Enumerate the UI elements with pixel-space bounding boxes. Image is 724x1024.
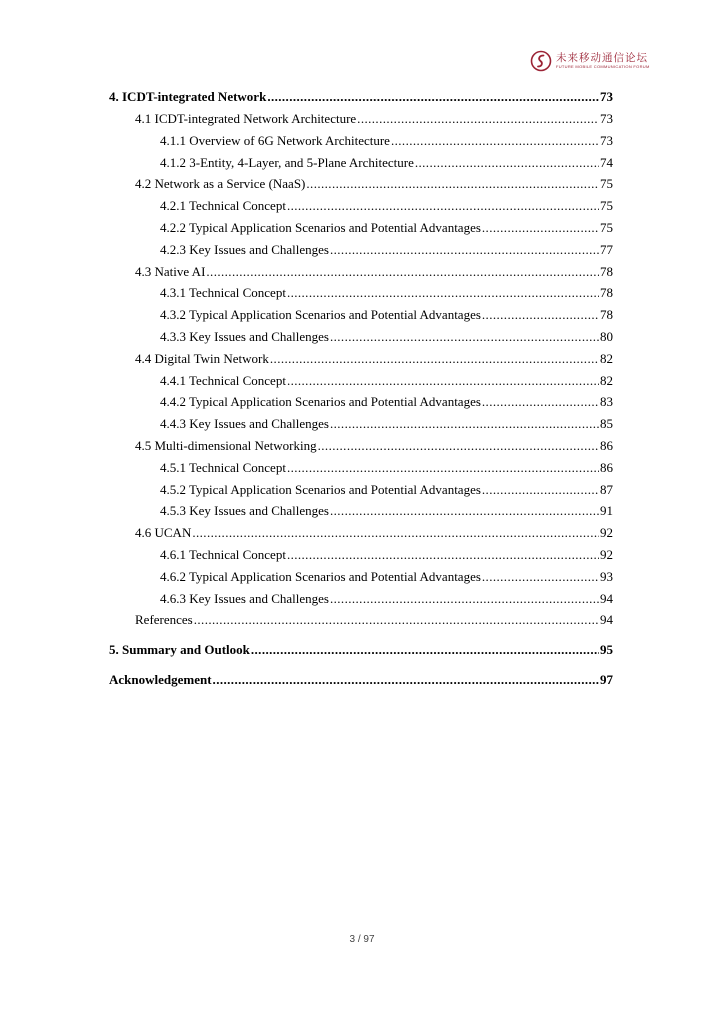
- toc-entry-label: 4.3.2 Typical Application Scenarios and Potential Advantages: [160, 307, 481, 323]
- page-number: 3 / 97: [349, 934, 375, 945]
- forum-logo: [530, 50, 650, 72]
- toc-entry-label: 4.5 Multi-dimensional Networking: [135, 438, 317, 453]
- forum-logo-english-name: FUTURE MOBILE COMMUNICATION FORUM: [556, 64, 650, 70]
- toc-entry-label: 4.1.1 Overview of 6G Network Architecture: [160, 132, 390, 148]
- toc-entry-label: 4.2.1 Technical Concept: [160, 198, 286, 214]
- toc-dot-leader: [306, 175, 599, 193]
- toc-dot-leader: [194, 611, 599, 629]
- toc-dot-leader: [287, 372, 599, 390]
- toc-entry-label: 4. ICDT-integrated Network: [109, 89, 267, 104]
- toc-entry-page: 75: [600, 176, 613, 192]
- toc-dot-leader: [330, 328, 599, 346]
- toc-entry[interactable]: [160, 197, 613, 215]
- toc-entry[interactable]: [135, 437, 613, 455]
- toc-entry[interactable]: [109, 88, 613, 106]
- toc-dot-leader: [287, 284, 599, 302]
- toc-entry[interactable]: [160, 459, 613, 477]
- forum-logo-chinese-name: 未来移动通信论坛: [556, 51, 648, 64]
- toc-dot-leader: [357, 110, 599, 128]
- toc-entry-page: 85: [600, 416, 613, 432]
- toc-dot-leader: [415, 154, 599, 172]
- toc-entry-label: 4.5.1 Technical Concept: [160, 459, 286, 475]
- toc-entry-page: 82: [600, 372, 613, 388]
- toc-entry-label: 4.3.3 Key Issues and Challenges: [160, 329, 329, 344]
- toc-entry[interactable]: [160, 284, 613, 302]
- toc-dot-leader: [287, 197, 599, 215]
- toc-dot-leader: [482, 219, 599, 237]
- toc-entry[interactable]: [160, 132, 613, 150]
- toc-entry-label: 4.4 Digital Twin Network: [135, 350, 269, 366]
- toc-entry-page: 94: [600, 612, 613, 628]
- toc-entry-page: 75: [600, 220, 613, 235]
- toc-entry[interactable]: [160, 415, 613, 433]
- toc-entry[interactable]: [160, 590, 613, 608]
- forum-logo-icon: [530, 50, 552, 72]
- toc-entry-page: 73: [600, 111, 613, 126]
- toc-entry-label: Acknowledgement: [109, 672, 212, 688]
- toc-entry[interactable]: [160, 219, 613, 237]
- toc-entry[interactable]: [135, 350, 613, 368]
- toc-entry-page: 78: [600, 263, 613, 279]
- toc-entry[interactable]: [160, 546, 613, 564]
- toc-dot-leader: [267, 88, 599, 106]
- toc-entry-page: 94: [600, 590, 613, 606]
- toc-dot-leader: [330, 502, 599, 520]
- toc-entry-label: 4.6.3 Key Issues and Challenges: [160, 590, 329, 606]
- toc-dot-leader: [287, 546, 599, 564]
- toc-entry[interactable]: [135, 110, 613, 128]
- toc-entry-page: 92: [600, 525, 613, 541]
- toc-dot-leader: [482, 568, 599, 586]
- toc-entry[interactable]: [160, 241, 613, 259]
- toc-entry-page: 92: [600, 547, 613, 562]
- toc-dot-leader: [318, 437, 599, 455]
- toc-entry-page: 97: [600, 672, 613, 688]
- toc-entry-label: 4.2 Network as a Service (NaaS): [135, 176, 306, 192]
- toc-entry-page: 77: [600, 241, 613, 257]
- toc-entry-label: 4.1.2 3-Entity, 4-Layer, and 5-Plane Architecture: [160, 154, 414, 170]
- toc-entry-label: 4.5.2 Typical Application Scenarios and Potential Advantages: [160, 481, 481, 497]
- forum-logo-text: [556, 53, 650, 70]
- toc-entry-label: 4.6.1 Technical Concept: [160, 547, 286, 562]
- toc-entry-page: 80: [600, 329, 613, 344]
- toc-entry[interactable]: [160, 502, 613, 520]
- toc-entry[interactable]: [160, 568, 613, 586]
- toc-dot-leader: [206, 263, 599, 281]
- toc-entry-label: 4.2.2 Typical Application Scenarios and Potential Advantages: [160, 220, 481, 235]
- toc-entry-page: 86: [600, 459, 613, 475]
- toc-dot-leader: [287, 459, 599, 477]
- toc-entry-label: 4.5.3 Key Issues and Challenges: [160, 503, 329, 519]
- toc-entry[interactable]: [135, 611, 613, 629]
- toc-dot-leader: [330, 590, 599, 608]
- toc-entry-label: 4.4.2 Typical Application Scenarios and Potential Advantages: [160, 394, 481, 410]
- toc-entry-label: 4.3.1 Technical Concept: [160, 285, 286, 301]
- toc-entry[interactable]: [135, 524, 613, 542]
- toc-entry[interactable]: [160, 328, 613, 346]
- toc-entry-page: 82: [600, 350, 613, 366]
- toc-entry-page: 78: [600, 307, 613, 323]
- toc-entry-label: 4.2.3 Key Issues and Challenges: [160, 241, 329, 257]
- toc-entry[interactable]: [160, 306, 613, 324]
- toc-entry[interactable]: [160, 372, 613, 390]
- toc-entry-page: 86: [600, 438, 613, 453]
- toc-entry-label: 4.3 Native AI: [135, 263, 206, 279]
- toc-dot-leader: [192, 524, 599, 542]
- toc-dot-leader: [482, 393, 599, 411]
- toc-entry-page: 73: [600, 132, 613, 148]
- toc-entry[interactable]: [160, 393, 613, 411]
- toc-dot-leader: [270, 350, 599, 368]
- toc-dot-leader: [213, 671, 599, 689]
- toc-entry[interactable]: [109, 671, 613, 689]
- toc-entry-page: 83: [600, 394, 613, 410]
- toc-entry-page: 74: [600, 154, 613, 170]
- toc-entry-page: 95: [600, 642, 613, 658]
- toc-entry[interactable]: [160, 481, 613, 499]
- toc-entry[interactable]: [135, 263, 613, 281]
- toc-entry-page: 73: [600, 89, 613, 104]
- toc-entry-page: 78: [600, 285, 613, 301]
- toc-entry-label: 4.1 ICDT-integrated Network Architecture: [135, 111, 357, 126]
- toc-entry-label: 4.4.3 Key Issues and Challenges: [160, 416, 329, 432]
- toc-dot-leader: [330, 415, 599, 433]
- toc-entry[interactable]: [160, 154, 613, 172]
- toc-entry-label: 5. Summary and Outlook: [109, 642, 250, 658]
- toc-dot-leader: [482, 481, 599, 499]
- toc-dot-leader: [482, 306, 599, 324]
- toc-entry-label: 4.6.2 Typical Application Scenarios and Potential Advantages: [160, 568, 481, 584]
- toc-entry-label: References: [135, 612, 193, 628]
- toc-entry-label: 4.4.1 Technical Concept: [160, 372, 286, 388]
- toc-dot-leader: [251, 641, 599, 659]
- toc-entry-page: 87: [600, 481, 613, 497]
- toc-entry[interactable]: [109, 641, 613, 659]
- toc-entry-page: 93: [600, 568, 613, 584]
- toc-entry-page: 75: [600, 198, 613, 214]
- toc-dot-leader: [330, 241, 599, 259]
- toc-entry-label: 4.6 UCAN: [135, 525, 192, 541]
- toc-entry-page: 91: [600, 503, 613, 519]
- toc-dot-leader: [391, 132, 599, 150]
- toc-entry[interactable]: [135, 175, 613, 193]
